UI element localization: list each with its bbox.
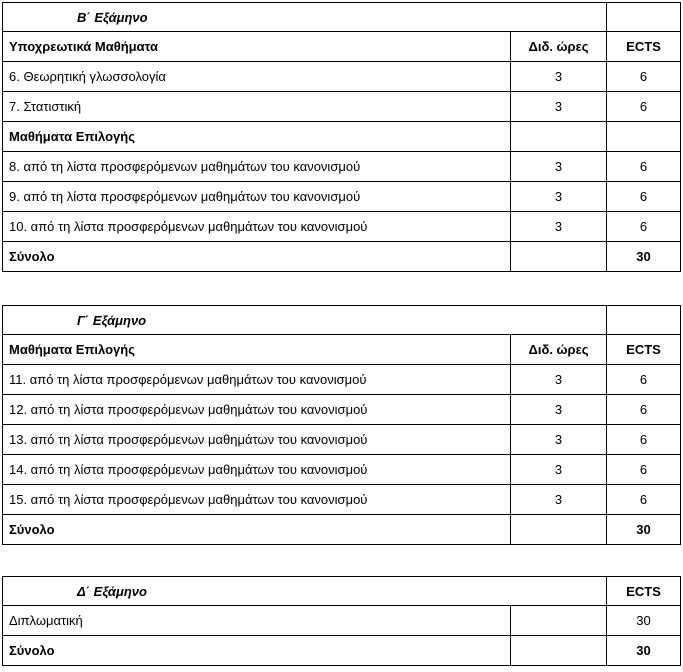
thesis-ects: 30 xyxy=(607,606,681,636)
semester-c-table xyxy=(2,305,681,545)
semester-b-table xyxy=(2,2,681,272)
course-ects: 6 xyxy=(607,182,681,212)
semester-d-table xyxy=(2,576,681,666)
total-row xyxy=(3,515,681,545)
table-row xyxy=(3,152,681,182)
empty-cell xyxy=(607,306,681,335)
course-ects: 6 xyxy=(607,62,681,92)
course-ects: 6 xyxy=(607,212,681,242)
semester-d-title-row xyxy=(3,577,681,606)
course-name: 15. από τη λίστα προσφερόμενων μαθημάτων του κανονισμού xyxy=(3,485,511,515)
course-name: 12. από τη λίστα προσφερόμενων μαθημάτων του κανονισμού xyxy=(3,395,511,425)
empty-cell xyxy=(511,606,607,636)
empty-cell xyxy=(511,636,607,666)
course-hours: 3 xyxy=(511,485,607,515)
elective-courses-header: Μαθήματα Επιλογής xyxy=(3,335,511,365)
total-label: Σύνολο xyxy=(3,636,511,666)
semester-c-title-row xyxy=(3,306,681,335)
table-row xyxy=(3,455,681,485)
course-ects: 6 xyxy=(607,425,681,455)
table-row xyxy=(3,425,681,455)
table-row xyxy=(3,182,681,212)
table-row xyxy=(3,62,681,92)
table-row xyxy=(3,606,681,636)
course-ects: 6 xyxy=(607,92,681,122)
semester-d-title: Δ΄ Εξάμηνο xyxy=(77,583,147,599)
course-hours: 3 xyxy=(511,365,607,395)
course-hours: 3 xyxy=(511,395,607,425)
thesis-label: Διπλωματική xyxy=(3,606,511,636)
semester-b-title-row xyxy=(3,3,681,32)
total-ects: 30 xyxy=(607,636,681,666)
empty-cell xyxy=(511,515,607,545)
empty-cell xyxy=(511,242,607,272)
course-ects: 6 xyxy=(607,455,681,485)
course-ects: 6 xyxy=(607,152,681,182)
course-ects: 6 xyxy=(607,485,681,515)
total-ects: 30 xyxy=(607,242,681,272)
course-name: 7. Στατιστική xyxy=(3,92,511,122)
course-hours: 3 xyxy=(511,212,607,242)
semester-b-title: Β΄ Εξάμηνο xyxy=(77,9,148,25)
elective-header-row xyxy=(3,122,681,152)
course-hours: 3 xyxy=(511,152,607,182)
elective-courses-header: Μαθήματα Επιλογής xyxy=(3,122,511,152)
semester-c-header-row xyxy=(3,335,681,365)
course-name: 11. από τη λίστα προσφερόμενων μαθημάτων του κανονισμού xyxy=(3,365,511,395)
semester-b-header-row xyxy=(3,32,681,62)
table-row xyxy=(3,485,681,515)
total-row xyxy=(3,636,681,666)
course-name: 14. από τη λίστα προσφερόμενων μαθημάτων του κανονισμού xyxy=(3,455,511,485)
ects-header: ECTS xyxy=(607,577,681,606)
course-name: 8. από τη λίστα προσφερόμενων μαθημάτων του κανονισμού xyxy=(3,152,511,182)
semester-b-title-cell xyxy=(3,3,607,32)
table-row xyxy=(3,212,681,242)
course-hours: 3 xyxy=(511,425,607,455)
semester-d-title-cell xyxy=(3,577,607,606)
course-hours: 3 xyxy=(511,182,607,212)
ects-header: ECTS xyxy=(607,32,681,62)
empty-cell xyxy=(607,3,681,32)
teaching-hours-header: Διδ. ώρες xyxy=(511,335,607,365)
course-name: 10. από τη λίστα προσφερόμενων μαθημάτων του κανονισμού xyxy=(3,212,511,242)
total-label: Σύνολο xyxy=(3,242,511,272)
course-name: 13. από τη λίστα προσφερόμενων μαθημάτων του κανονισμού xyxy=(3,425,511,455)
empty-cell xyxy=(607,122,681,152)
teaching-hours-header: Διδ. ώρες xyxy=(511,32,607,62)
course-ects: 6 xyxy=(607,395,681,425)
total-row xyxy=(3,242,681,272)
empty-cell xyxy=(511,122,607,152)
required-courses-header: Υποχρεωτικά Μαθήματα xyxy=(3,32,511,62)
course-name: 6. Θεωρητική γλωσσολογία xyxy=(3,62,511,92)
course-ects: 6 xyxy=(607,365,681,395)
course-name: 9. από τη λίστα προσφερόμενων μαθημάτων του κανονισμού xyxy=(3,182,511,212)
ects-header: ECTS xyxy=(607,335,681,365)
table-row xyxy=(3,365,681,395)
table-row xyxy=(3,395,681,425)
total-label: Σύνολο xyxy=(3,515,511,545)
semester-c-title: Γ΄ Εξάμηνο xyxy=(77,312,147,328)
course-hours: 3 xyxy=(511,92,607,122)
course-hours: 3 xyxy=(511,62,607,92)
course-hours: 3 xyxy=(511,455,607,485)
total-ects: 30 xyxy=(607,515,681,545)
semester-c-title-cell xyxy=(3,306,607,335)
table-row xyxy=(3,92,681,122)
